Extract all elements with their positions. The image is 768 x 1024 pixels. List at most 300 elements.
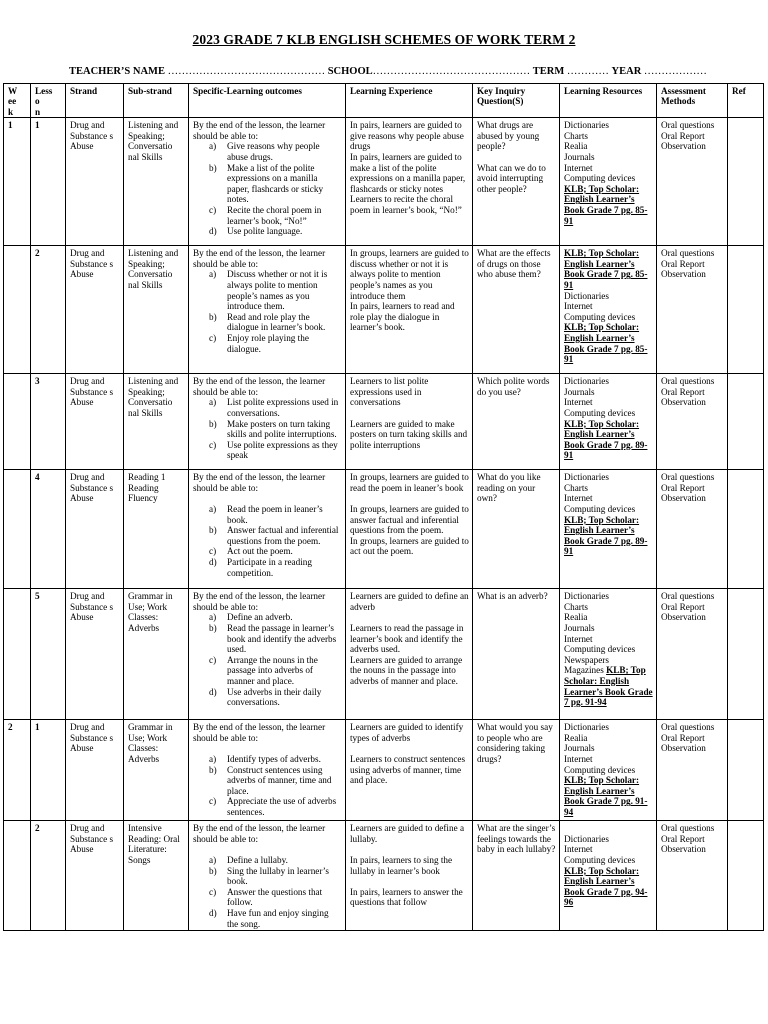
learning-outcomes-cell <box>189 246 346 374</box>
outcome-marker: b) <box>209 865 217 876</box>
lesson-cell <box>31 589 66 720</box>
schemes-of-work-table <box>3 83 764 931</box>
term-blank: ………… <box>564 66 612 77</box>
outcome-marker: b) <box>209 418 217 429</box>
ref-cell <box>728 821 764 931</box>
key-inquiry-question-cell <box>473 589 560 720</box>
resource-item: Internet <box>564 844 593 855</box>
outcome-marker: a) <box>209 269 217 280</box>
learning-resources-cell <box>560 470 657 589</box>
outcome-text: Appreciate the use of adverbs sentences. <box>227 796 337 817</box>
outcome-marker: b) <box>209 162 217 173</box>
school-blank: ……………………………………… <box>372 66 533 77</box>
experience-paragraph: Learners are guided to arrange the nouns in the passage into adverbs of manner and place. <box>350 654 463 686</box>
outcome-text: Recite the choral poem in learner’s book, “No!” <box>227 204 322 226</box>
assessment-method: Observation <box>661 397 706 408</box>
learning-experience-cell <box>346 821 473 931</box>
learning-experience-cell <box>346 246 473 374</box>
assessment-method: Oral questions <box>661 472 715 483</box>
outcome-item <box>193 623 342 655</box>
outcome-text: Make posters on turn taking skills and polite interruptions. <box>227 418 337 440</box>
experience-paragraph: In groups, learners are guided to read the poem in leaner’s book <box>350 472 469 493</box>
table-row <box>4 720 764 821</box>
week-cell <box>4 589 31 720</box>
key-inquiry-question-cell <box>473 246 560 374</box>
resource-item: Computing devices <box>564 764 636 775</box>
outcome-item <box>193 397 342 418</box>
strand-cell <box>66 118 124 246</box>
week-number: 2 <box>8 722 13 733</box>
assessment-method: Observation <box>661 612 706 623</box>
year-blank: ……………… <box>641 66 707 77</box>
lesson-cell <box>31 374 66 470</box>
substrand-text: Listening and Speaking; Conversatio nal Skills <box>128 248 179 290</box>
year-label: YEAR <box>611 66 642 77</box>
experience-paragraph: In pairs, learners to answer the questions that follow <box>350 886 463 908</box>
week-cell <box>4 374 31 470</box>
learning-outcomes-cell <box>189 589 346 720</box>
experience-paragraph: In pairs, learners are guided to give reasons why people abuse drugs <box>350 120 464 152</box>
resource-item: Computing devices <box>564 855 636 865</box>
outcome-marker: a) <box>209 855 217 865</box>
resource-item: Journals <box>564 623 595 633</box>
week-cell <box>4 720 31 821</box>
outcome-marker: d) <box>209 907 217 918</box>
inquiry-question: What can we do to avoid interrupting other people? <box>477 162 546 194</box>
resource-line <box>564 665 653 707</box>
outcome-item <box>193 312 342 333</box>
experience-paragraph: Learners are guided to define a lullaby. <box>350 823 465 844</box>
textbook-reference: KLB; Top Scholar: English Learner’s Book Grade 7 pg. 94-96 <box>564 865 648 908</box>
ref-cell <box>728 589 764 720</box>
experience-paragraph: Learners are guided to define an adverb <box>350 591 469 612</box>
outcome-item <box>193 687 342 708</box>
outcome-marker: c) <box>209 796 217 807</box>
resource-item: Dictionaries <box>564 120 609 131</box>
outcome-marker: b) <box>209 764 217 775</box>
header-assessment-methods: Assessment Methods <box>657 84 728 118</box>
learning-resources-cell <box>560 246 657 374</box>
header-week: W ee k <box>4 84 31 118</box>
learning-experience-cell <box>346 118 473 246</box>
outcome-item <box>193 655 342 687</box>
outcomes-list <box>193 269 342 354</box>
key-inquiry-question-cell <box>473 821 560 931</box>
assessment-method: Observation <box>661 493 706 504</box>
experience-paragraph: In pairs, learners are guided to make a list of the polite expressions on a manilla paper, flashcards or sticky notes <box>350 152 466 194</box>
outcome-text: Use polite expressions as they speak <box>227 439 338 461</box>
teacher-name-label: TEACHER’S NAME <box>69 66 165 77</box>
strand-text: Drug and Substance s Abuse <box>70 472 114 504</box>
outcomes-list <box>193 141 342 236</box>
lesson-number: 5 <box>35 591 40 602</box>
outcome-item <box>193 333 342 354</box>
outcome-marker: a) <box>209 612 217 623</box>
outcome-text: Read the passage in learner’s book and identify the adverbs used. <box>227 623 337 655</box>
outcome-item <box>193 855 342 866</box>
inquiry-question: Which polite words do you use? <box>477 376 550 397</box>
lesson-cell <box>31 821 66 931</box>
teacher-name-blank: ……………………………………… <box>164 66 328 77</box>
assessment-method: Oral Report <box>661 601 705 612</box>
assessment-method: Oral Report <box>661 258 705 269</box>
header-lesson: Less o n <box>31 84 66 118</box>
experience-paragraph: In groups, learners are guided to answer factual and inferential questions from the poem. <box>350 504 469 536</box>
outcome-item <box>193 269 342 311</box>
outcome-marker: d) <box>209 226 217 237</box>
key-inquiry-question-cell <box>473 720 560 821</box>
outcome-marker: c) <box>209 654 217 665</box>
inquiry-question: What drugs are abused by young people? <box>477 120 540 152</box>
learning-outcomes-cell <box>189 374 346 470</box>
resource-item: Dictionaries <box>564 722 609 733</box>
assessment-method: Oral questions <box>661 376 715 387</box>
substrand-text: Listening and Speaking; Conversatio nal Skills <box>128 376 179 418</box>
week-cell <box>4 470 31 589</box>
substrand-cell <box>124 374 189 470</box>
header-substrand: Sub-strand <box>124 84 189 118</box>
outcome-item <box>193 557 342 578</box>
outcome-text: Act out the poem. <box>227 546 293 557</box>
week-cell <box>4 821 31 931</box>
learning-resources-cell <box>560 821 657 931</box>
header-learning-outcomes: Specific-Learning outcomes <box>189 84 346 118</box>
assessment-method: Oral Report <box>661 732 705 743</box>
outcome-text: Discuss whether or not it is always polite to mention people’s names as you introduce them. <box>227 269 328 312</box>
experience-paragraph: In pairs, learners to read and role play the dialogue in learner’s book. <box>350 301 455 333</box>
substrand-text: Grammar in Use; Work Classes: Adverbs <box>128 722 173 764</box>
experience-paragraph: In groups, learners are guided to act out the poem. <box>350 535 469 557</box>
outcomes-intro: By the end of the lesson, the learner should be able to: <box>193 472 326 493</box>
assessment-methods-cell <box>657 821 728 931</box>
lesson-cell <box>31 470 66 589</box>
experience-paragraph: Learners to list polite expressions used in conversations <box>350 376 429 408</box>
inquiry-question: What is an adverb? <box>477 591 548 602</box>
experience-paragraph: Learners to recite the choral poem in learner’s book, “No!” <box>350 194 462 215</box>
resource-item: Journals <box>564 152 595 162</box>
table-row <box>4 374 764 470</box>
outcomes-list <box>193 504 342 578</box>
assessment-methods-cell <box>657 470 728 589</box>
outcome-marker: c) <box>209 332 217 343</box>
outcome-text: Use adverbs in their daily conversations. <box>227 686 322 708</box>
outcomes-list <box>193 754 342 818</box>
resource-item: Journals <box>564 386 595 397</box>
outcome-marker: c) <box>209 439 217 450</box>
week-cell <box>4 246 31 374</box>
outcome-item <box>193 796 342 817</box>
outcome-item <box>193 765 342 797</box>
week-number: 1 <box>8 120 13 131</box>
experience-paragraph: Learners are guided to make posters on turn taking skills and polite interruptions <box>350 418 468 450</box>
outcome-marker: c) <box>209 886 217 897</box>
resource-item: Newspapers <box>564 654 609 665</box>
assessment-method: Oral Report <box>661 482 705 493</box>
outcome-text: Answer the questions that follow. <box>227 886 323 908</box>
outcome-text: Sing the lullaby in learner’s book. <box>227 865 329 887</box>
outcome-text: Participate in a reading competition. <box>227 556 312 578</box>
outcome-item <box>193 546 342 557</box>
learning-outcomes-cell <box>189 720 346 821</box>
header-strand: Strand <box>66 84 124 118</box>
learning-resources-cell <box>560 720 657 821</box>
outcome-item <box>193 612 342 623</box>
outcome-item <box>193 866 342 887</box>
outcome-text: Identify types of adverbs. <box>227 754 321 764</box>
learning-experience-cell <box>346 374 473 470</box>
strand-cell <box>66 246 124 374</box>
outcome-marker: d) <box>209 686 217 697</box>
substrand-text: Listening and Speaking; Conversatio nal Skills <box>128 120 179 162</box>
table-row <box>4 821 764 931</box>
textbook-reference: KLB; Top Scholar: English Learner’s Book Grade 7 pg. 85-91 <box>564 248 648 290</box>
table-row <box>4 118 764 246</box>
document-title: 2023 GRADE 7 KLB ENGLISH SCHEMES OF WORK TERM 2 <box>192 32 576 47</box>
resource-item: Dictionaries <box>564 833 609 844</box>
resource-item: Magazines <box>564 665 607 676</box>
strand-text: Drug and Substance s Abuse <box>70 248 114 280</box>
resource-item: Realia <box>564 612 588 623</box>
outcome-text: Give reasons why people abuse drugs. <box>227 141 320 162</box>
key-inquiry-question-cell <box>473 118 560 246</box>
outcomes-intro: By the end of the lesson, the learner should be able to: <box>193 120 326 141</box>
outcome-text: Enjoy role playing the dialogue. <box>227 332 309 354</box>
learning-resources-cell <box>560 374 657 470</box>
outcome-item <box>193 887 342 908</box>
table-row <box>4 589 764 720</box>
outcomes-intro: By the end of the lesson, the learner should be able to: <box>193 823 326 844</box>
strand-text: Drug and Substance s Abuse <box>70 591 114 623</box>
strand-cell <box>66 821 124 931</box>
resource-item: Dictionaries <box>564 376 609 387</box>
textbook-reference: KLB; Top Scholar: English Learner’s Book Grade 7 pg. 91-94 <box>564 665 653 708</box>
header-learning-experience: Learning Experience <box>346 84 473 118</box>
assessment-methods-cell <box>657 720 728 821</box>
outcome-marker: a) <box>209 754 217 764</box>
outcome-text: Construct sentences using adverbs of manner, time and place. <box>227 764 332 796</box>
outcomes-intro: By the end of the lesson, the learner should be able to: <box>193 248 326 269</box>
inquiry-question: What do you like reading on your own? <box>477 472 541 504</box>
ref-cell <box>728 118 764 246</box>
strand-text: Drug and Substance s Abuse <box>70 376 114 408</box>
experience-paragraph: Learners to read the passage in learner’s book and identify the adverbs used. <box>350 623 464 655</box>
outcome-item <box>193 440 342 461</box>
outcome-item <box>193 141 342 162</box>
substrand-cell <box>124 589 189 720</box>
inquiry-question: What are the effects of drugs on those who abuse them? <box>477 248 551 280</box>
substrand-cell <box>124 821 189 931</box>
outcome-text: Read the poem in leaner’s book. <box>227 504 323 525</box>
textbook-reference: KLB; Top Scholar: English Learner’s Book Grade 7 pg. 89-91 <box>564 514 648 557</box>
outcome-item <box>193 525 342 546</box>
outcome-item <box>193 419 342 440</box>
resource-item: Computing devices <box>564 644 636 655</box>
lesson-number: 1 <box>35 722 40 733</box>
substrand-text: Reading 1 Reading Fluency <box>128 472 166 504</box>
resource-item: Computing devices <box>564 173 636 184</box>
outcomes-intro: By the end of the lesson, the learner should be able to: <box>193 722 326 743</box>
outcome-text: Read and role play the dialogue in learner’s book. <box>227 311 326 333</box>
outcomes-intro: By the end of the lesson, the learner should be able to: <box>193 376 326 397</box>
outcome-marker: c) <box>209 204 217 215</box>
resource-item: Computing devices <box>564 408 636 418</box>
assessment-methods-cell <box>657 118 728 246</box>
assessment-method: Observation <box>661 844 706 855</box>
assessment-method: Oral Report <box>661 386 705 397</box>
resource-item: Charts <box>564 482 588 493</box>
assessment-method: Oral questions <box>661 823 715 834</box>
outcome-item <box>193 504 342 525</box>
resource-item: Dictionaries <box>564 591 609 602</box>
strand-cell <box>66 720 124 821</box>
lesson-number: 1 <box>35 120 40 131</box>
resource-item: Computing devices <box>564 311 636 322</box>
lesson-cell <box>31 246 66 374</box>
learning-outcomes-cell <box>189 821 346 931</box>
strand-cell <box>66 589 124 720</box>
outcome-text: Arrange the nouns in the passage into adverbs of manner and place. <box>227 654 318 686</box>
lesson-cell <box>31 118 66 246</box>
outcome-text: Make a list of the polite expressions on a manilla paper, flashcards or sticky notes. <box>227 162 324 205</box>
assessment-methods-cell <box>657 246 728 374</box>
teacher-info-line <box>69 66 759 77</box>
term-label: TERM <box>532 66 565 77</box>
ref-cell <box>728 246 764 374</box>
assessment-method: Oral questions <box>661 120 715 131</box>
header-key-inquiry-question: Key Inquiry Question(S) <box>473 84 560 118</box>
experience-paragraph: Learners to construct sentences using adverbs of manner, time and place. <box>350 754 466 786</box>
resource-item: Dictionaries <box>564 290 609 301</box>
textbook-reference: KLB; Top Scholar: English Learner’s Book Grade 7 pg. 89-91 <box>564 418 648 461</box>
school-label: SCHOOL <box>327 66 373 77</box>
outcome-text: Answer factual and inferential questions from the poem. <box>227 525 339 546</box>
inquiry-question: What would you say to people who are considering taking drugs? <box>477 722 553 764</box>
outcome-text: Use polite language. <box>227 226 303 237</box>
experience-paragraph: In pairs, learners to sing the lullaby in learner’s book <box>350 855 453 876</box>
outcomes-intro: By the end of the lesson, the learner should be able to: <box>193 591 326 612</box>
ref-cell <box>728 470 764 589</box>
ref-cell <box>728 374 764 470</box>
header-ref: Ref <box>728 84 764 118</box>
outcome-text: List polite expressions used in conversations. <box>227 397 339 418</box>
assessment-method: Observation <box>661 743 706 754</box>
lesson-cell <box>31 720 66 821</box>
resource-item: Internet <box>564 397 593 408</box>
outcomes-list <box>193 612 342 707</box>
learning-experience-cell <box>346 470 473 589</box>
assessment-methods-cell <box>657 374 728 470</box>
resource-item: Dictionaries <box>564 472 609 483</box>
learning-resources-cell <box>560 118 657 246</box>
outcomes-list <box>193 397 342 461</box>
outcome-text: Define an adverb. <box>227 612 293 623</box>
outcome-marker: c) <box>209 546 217 557</box>
resource-item: Internet <box>564 162 593 173</box>
inquiry-question: What are the singer’s feelings towards the baby in each lullaby? <box>477 823 556 855</box>
resource-item: Charts <box>564 601 588 612</box>
outcome-marker: a) <box>209 504 217 514</box>
outcome-item <box>193 226 342 237</box>
table-row <box>4 470 764 589</box>
outcome-marker: b) <box>209 525 217 536</box>
resource-item: Internet <box>564 493 593 504</box>
outcomes-list <box>193 855 342 929</box>
resource-item: Charts <box>564 130 588 141</box>
resource-item: Internet <box>564 633 593 644</box>
textbook-reference: KLB; Top Scholar: English Learner’s Book Grade 7 pg. 85-91 <box>564 322 648 365</box>
strand-text: Drug and Substance s Abuse <box>70 722 114 754</box>
resource-item: Realia <box>564 141 588 152</box>
assessment-methods-cell <box>657 589 728 720</box>
learning-experience-cell <box>346 589 473 720</box>
experience-paragraph: Learners are guided to identify types of adverbs <box>350 722 464 743</box>
lesson-number: 3 <box>35 376 40 387</box>
learning-outcomes-cell <box>189 470 346 589</box>
outcome-item <box>193 908 342 929</box>
key-inquiry-question-cell <box>473 470 560 589</box>
strand-text: Drug and Substance s Abuse <box>70 823 114 855</box>
week-cell <box>4 118 31 246</box>
assessment-method: Oral questions <box>661 591 715 602</box>
resource-item: Realia <box>564 732 588 743</box>
outcome-item <box>193 754 342 765</box>
outcome-marker: b) <box>209 623 217 633</box>
outcome-item <box>193 205 342 226</box>
lesson-number: 2 <box>35 823 40 834</box>
resource-item: Computing devices <box>564 504 636 514</box>
strand-cell <box>66 470 124 589</box>
table-header-row <box>4 84 764 118</box>
assessment-method: Oral Report <box>661 833 705 844</box>
assessment-method: Observation <box>661 141 706 152</box>
assessment-method: Oral questions <box>661 722 715 733</box>
outcome-marker: a) <box>209 141 217 152</box>
key-inquiry-question-cell <box>473 374 560 470</box>
substrand-text: Intensive Reading: Oral Literature: Songs <box>128 823 180 865</box>
learning-resources-cell <box>560 589 657 720</box>
substrand-cell <box>124 246 189 374</box>
outcome-text: Have fun and enjoy singing the song. <box>227 907 329 929</box>
substrand-cell <box>124 118 189 246</box>
resource-item: Internet <box>564 301 593 312</box>
outcome-item <box>193 163 342 205</box>
substrand-cell <box>124 720 189 821</box>
substrand-cell <box>124 470 189 589</box>
learning-experience-cell <box>346 720 473 821</box>
table-row <box>4 246 764 374</box>
resource-item: Journals <box>564 743 595 754</box>
strand-cell <box>66 374 124 470</box>
assessment-method: Observation <box>661 269 706 280</box>
lesson-number: 2 <box>35 248 40 259</box>
outcome-marker: b) <box>209 311 217 322</box>
outcome-marker: d) <box>209 556 217 567</box>
learning-outcomes-cell <box>189 118 346 246</box>
ref-cell <box>728 720 764 821</box>
textbook-reference: KLB; Top Scholar: English Learner’s Book Grade 7 pg. 85-91 <box>564 183 648 226</box>
header-learning-resources: Learning Resources <box>560 84 657 118</box>
assessment-method: Oral Report <box>661 130 705 141</box>
lesson-number: 4 <box>35 472 40 483</box>
strand-text: Drug and Substance s Abuse <box>70 120 114 152</box>
resource-item: Internet <box>564 754 593 764</box>
substrand-text: Grammar in Use; Work Classes: Adverbs <box>128 591 173 633</box>
experience-paragraph: In groups, learners are guided to discuss whether or not it is always polite to mention people’s names as you introduce them <box>350 248 469 301</box>
outcome-marker: a) <box>209 397 217 408</box>
outcome-text: Define a lullaby. <box>227 855 288 865</box>
assessment-method: Oral questions <box>661 248 715 259</box>
textbook-reference: KLB; Top Scholar: English Learner’s Book Grade 7 pg. 91-94 <box>564 775 648 817</box>
